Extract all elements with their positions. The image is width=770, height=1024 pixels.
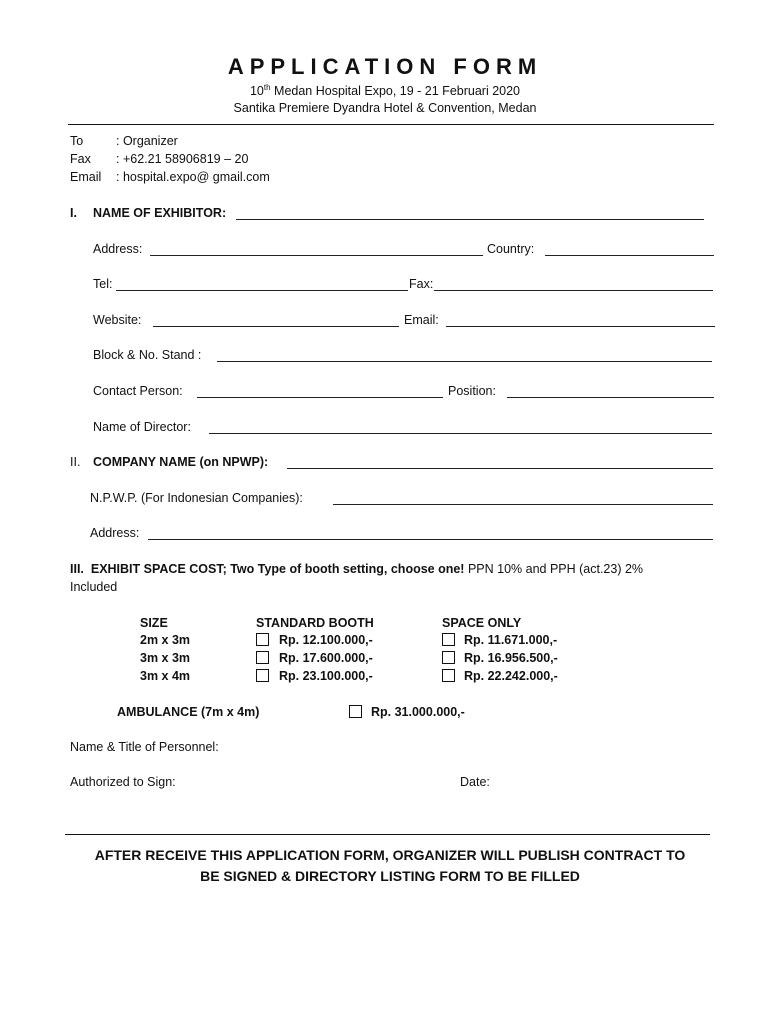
space-2x3-checkbox[interactable] xyxy=(442,633,455,646)
company-address-label: Address: xyxy=(90,526,140,540)
ambulance-price: Rp. 31.000.000,- xyxy=(371,705,465,719)
contact-person-label: Contact Person: xyxy=(93,384,183,398)
size-column-header: SIZE xyxy=(140,616,168,630)
event-subtitle xyxy=(0,83,770,98)
standard-2x3-price: Rp. 12.100.000,- xyxy=(279,633,373,647)
country-field[interactable] xyxy=(545,243,714,256)
event-venue: Santika Premiere Dyandra Hotel & Convention, Medan xyxy=(233,101,537,115)
contact-fax-label: Fax xyxy=(70,152,91,166)
section3-tax-note: PPN 10% and PPH (act.23) 2% xyxy=(464,562,644,576)
block-stand-field[interactable] xyxy=(217,349,712,362)
footer-line-1: AFTER RECEIVE THIS APPLICATION FORM, ORGANIZER WILL PUBLISH CONTRACT TO xyxy=(94,847,686,863)
standard-3x4-price: Rp. 23.100.000,- xyxy=(279,669,373,683)
standard-booth-header: STANDARD BOOTH xyxy=(256,616,374,630)
block-stand-label: Block & No. Stand : xyxy=(93,348,202,362)
country-label: Country: xyxy=(487,242,535,256)
contact-to-label: To xyxy=(70,134,84,148)
director-label: Name of Director: xyxy=(93,420,191,434)
space-3x3-price: Rp. 16.956.500,- xyxy=(464,651,558,665)
company-address-field[interactable] xyxy=(148,527,713,540)
position-field[interactable] xyxy=(507,385,714,398)
space-2x3-price: Rp. 11.671.000,- xyxy=(464,633,558,647)
personnel-label: Name & Title of Personnel: xyxy=(70,740,219,754)
npwp-label: N.P.W.P. (For Indonesian Companies): xyxy=(90,491,303,505)
edition-suffix: th xyxy=(263,83,271,92)
authorized-sign-label: Authorized to Sign: xyxy=(70,775,176,789)
size-3x4: 3m x 4m xyxy=(140,669,191,683)
fax-field[interactable] xyxy=(434,278,713,291)
space-3x4-price: Rp. 22.242.000,- xyxy=(464,669,558,683)
standard-3x3-price: Rp. 17.600.000,- xyxy=(279,651,373,665)
contact-email-label: Email xyxy=(70,170,102,184)
section3-number: III. xyxy=(70,562,84,576)
footer-divider xyxy=(65,834,710,835)
section1-heading: NAME OF EXHIBITOR: xyxy=(93,206,227,220)
contact-fax-value: : +62.21 58906819 – 20 xyxy=(116,152,249,166)
footer-line-2: BE SIGNED & DIRECTORY LISTING FORM TO BE FILLED xyxy=(200,868,580,884)
section2-heading: COMPANY NAME (on NPWP): xyxy=(93,455,269,469)
address-label: Address: xyxy=(93,242,143,256)
header-divider xyxy=(68,124,714,125)
fax-label: Fax: xyxy=(409,277,434,291)
footer-notice xyxy=(60,845,720,887)
tel-label: Tel: xyxy=(93,277,113,291)
section3-heading xyxy=(70,562,710,576)
event-name: Medan Hospital Expo, 19 - 21 Februari 2020 xyxy=(270,84,521,99)
contact-person-field[interactable] xyxy=(197,385,443,398)
exhibitor-name-field[interactable] xyxy=(236,207,704,220)
form-title: APPLICATION FORM xyxy=(227,54,543,79)
contact-to-value: : Organizer xyxy=(116,134,178,148)
size-2x3: 2m x 3m xyxy=(140,633,191,647)
ambulance-checkbox[interactable] xyxy=(349,705,362,718)
ambulance-label: AMBULANCE (7m x 4m) xyxy=(117,705,260,719)
space-3x4-checkbox[interactable] xyxy=(442,669,455,682)
edition-number: 10 xyxy=(249,84,264,99)
director-field[interactable] xyxy=(209,421,712,434)
section3-heading-bold: EXHIBIT SPACE COST; Two Type of booth setting, choose one! xyxy=(90,562,465,576)
standard-3x3-checkbox[interactable] xyxy=(256,651,269,664)
section2-number: II. xyxy=(70,455,81,469)
space-3x3-checkbox[interactable] xyxy=(442,651,455,664)
email-label: Email: xyxy=(404,313,439,327)
website-field[interactable] xyxy=(153,314,399,327)
date-label: Date: xyxy=(460,775,490,789)
section1-number: I. xyxy=(70,206,77,220)
tel-field[interactable] xyxy=(116,278,408,291)
email-field[interactable] xyxy=(446,314,715,327)
standard-2x3-checkbox[interactable] xyxy=(256,633,269,646)
standard-3x4-checkbox[interactable] xyxy=(256,669,269,682)
section3-included: Included xyxy=(70,580,118,594)
size-3x3: 3m x 3m xyxy=(140,651,191,665)
npwp-field[interactable] xyxy=(333,492,713,505)
address-field[interactable] xyxy=(150,243,483,256)
company-name-field[interactable] xyxy=(287,456,713,469)
website-label: Website: xyxy=(93,313,142,327)
position-label: Position: xyxy=(448,384,496,398)
contact-email-value: : hospital.expo@ gmail.com xyxy=(116,170,270,184)
space-only-header: SPACE ONLY xyxy=(442,616,522,630)
